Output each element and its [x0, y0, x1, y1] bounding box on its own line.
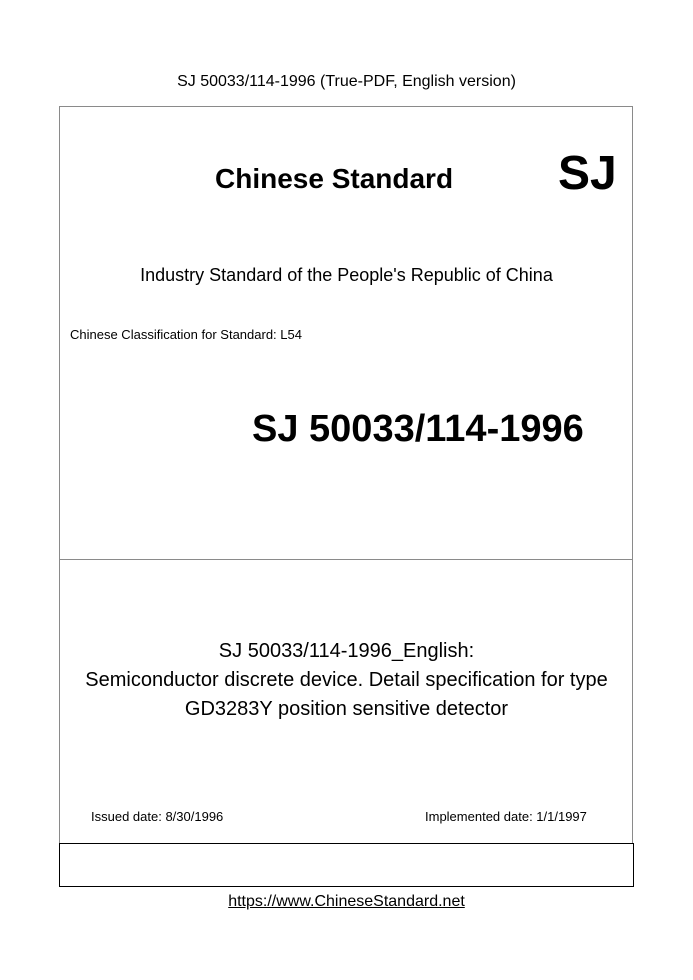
implemented-date: Implemented date: 1/1/1997: [425, 809, 587, 824]
footer: [0, 892, 693, 912]
cover-bottom-box: [59, 843, 634, 887]
classification-text: Chinese Classification for Standard: L54: [70, 327, 302, 342]
issued-date: Issued date: 8/30/1996: [91, 809, 224, 824]
title-line-3: GD3283Y position sensitive detector: [184, 698, 509, 720]
document-header: SJ 50033/114-1996 (True-PDF, English version): [177, 73, 516, 90]
website-link[interactable]: https://www.ChineseStandard.net: [228, 893, 465, 910]
title-line-2: Semiconductor discrete device. Detail specification for type: [85, 669, 608, 691]
cover-heading: Chinese Standard: [215, 163, 454, 194]
sj-logo-text: SJ: [558, 147, 617, 200]
document-title: [0, 637, 693, 724]
industry-standard-line: Industry Standard of the People's Republic of China: [140, 265, 553, 285]
title-line-1: SJ 50033/114-1996_English:: [218, 640, 475, 662]
standard-number: SJ 50033/114-1996: [252, 408, 584, 450]
